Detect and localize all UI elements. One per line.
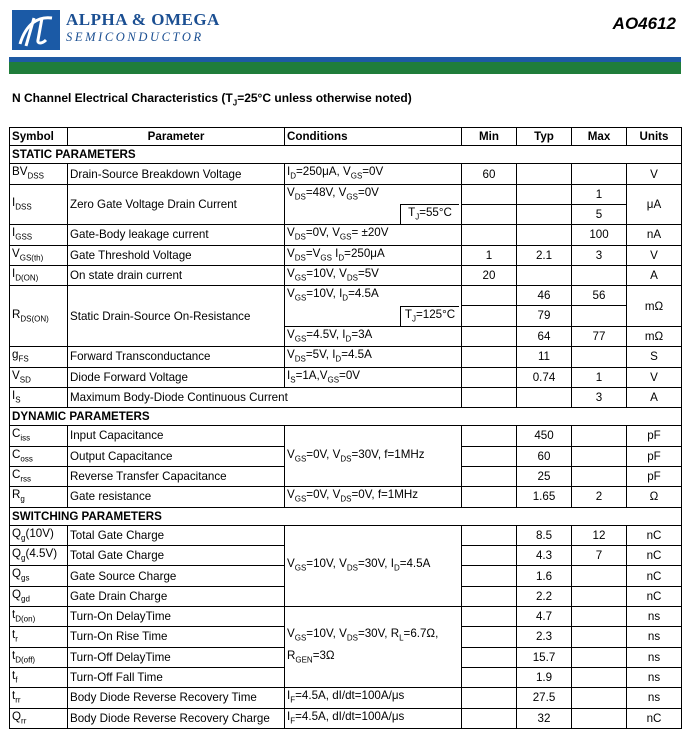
max-cell: 12 xyxy=(572,525,627,545)
parameter-cell: Turn-Off Fall Time xyxy=(68,667,285,687)
typ-cell: 1.9 xyxy=(517,667,572,687)
parameter-cell: Body Diode Reverse Recovery Time xyxy=(68,688,285,708)
max-cell xyxy=(572,708,627,728)
max-cell xyxy=(572,466,627,486)
symbol-cell: $Q_{rr}$ xyxy=(10,708,68,728)
col-header-units: Units xyxy=(627,128,682,146)
units-cell: V xyxy=(627,367,682,387)
section-title: SWITCHING PARAMETERS xyxy=(10,507,682,525)
brand-name: ALPHA & OMEGA xyxy=(66,10,220,29)
table-row xyxy=(10,164,682,184)
conditions-cell: $V_{DS}=0V$, $V_{GS}= \pm 20V$ xyxy=(285,225,462,245)
units-cell: Ω xyxy=(627,487,682,507)
min-cell xyxy=(462,546,517,566)
table-row xyxy=(10,184,682,204)
units-cell: ns xyxy=(627,627,682,647)
table-row xyxy=(10,265,682,285)
typ-cell: 2.3 xyxy=(517,627,572,647)
typ-cell: 8.5 xyxy=(517,525,572,545)
typ-cell: 11 xyxy=(517,347,572,367)
col-header-typ: Typ xyxy=(517,128,572,146)
parameter-cell: Maximum Body-Diode Continuous Current xyxy=(68,387,462,407)
min-cell: 20 xyxy=(462,265,517,285)
min-cell xyxy=(462,225,517,245)
units-cell: ns xyxy=(627,667,682,687)
min-cell xyxy=(462,627,517,647)
symbol-cell: $R_g$ xyxy=(10,487,68,507)
table-row xyxy=(10,607,682,627)
symbol-cell: $V_{GS(th)}$ xyxy=(10,245,68,265)
min-cell xyxy=(462,566,517,586)
min-cell xyxy=(462,586,517,606)
col-header-symbol: Symbol xyxy=(10,128,68,146)
section-title: DYNAMIC PARAMETERS xyxy=(10,408,682,426)
conditions-cell: $T_J=125^\circ C$ xyxy=(285,306,462,327)
parameter-cell: Gate Drain Charge xyxy=(68,586,285,606)
parameter-cell: Drain-Source Breakdown Voltage xyxy=(68,164,285,184)
col-header-parameter: Parameter xyxy=(68,128,285,146)
max-cell: 56 xyxy=(572,286,627,306)
symbol-cell: $V_{SD}$ xyxy=(10,367,68,387)
symbol-cell: $t_r$ xyxy=(10,627,68,647)
max-cell: 3 xyxy=(572,245,627,265)
parameter-cell: Diode Forward Voltage xyxy=(68,367,285,387)
min-cell xyxy=(462,688,517,708)
max-cell: 1 xyxy=(572,184,627,204)
table-header-row xyxy=(10,128,682,146)
typ-cell: 1.65 xyxy=(517,487,572,507)
table-row xyxy=(10,367,682,387)
typ-cell: 60 xyxy=(517,446,572,466)
table-row xyxy=(10,708,682,728)
conditions-cell: $I_D=250\mu A$, $V_{GS}=0V$ xyxy=(285,164,462,184)
table-row xyxy=(10,688,682,708)
symbol-cell: $R_{DS(ON)}$ xyxy=(10,286,68,347)
min-cell: 60 xyxy=(462,164,517,184)
table-row xyxy=(10,286,682,306)
units-cell: V xyxy=(627,245,682,265)
symbol-cell: $I_S$ xyxy=(10,387,68,407)
max-cell xyxy=(572,667,627,687)
typ-cell: 46 xyxy=(517,286,572,306)
conditions-cell: $V_{DS}=5V$, $I_D=4.5A$ xyxy=(285,347,462,367)
units-cell: nC xyxy=(627,708,682,728)
typ-cell xyxy=(517,225,572,245)
max-cell xyxy=(572,164,627,184)
min-cell xyxy=(462,306,517,327)
parameter-cell: Reverse Transfer Capacitance xyxy=(68,466,285,486)
units-cell: S xyxy=(627,347,682,367)
typ-cell: 25 xyxy=(517,466,572,486)
units-cell: V xyxy=(627,164,682,184)
conditions-cell: $V_{GS}=0V$, $V_{DS}=0V$, f=1MHz xyxy=(285,487,462,507)
col-header-conditions: Conditions xyxy=(285,128,462,146)
section-row-switching xyxy=(10,507,682,525)
typ-cell: 450 xyxy=(517,426,572,446)
symbol-cell: $t_f$ xyxy=(10,667,68,687)
min-cell xyxy=(462,367,517,387)
typ-cell: 4.3 xyxy=(517,546,572,566)
symbol-cell: $C_{oss}$ xyxy=(10,446,68,466)
conditions-cell: $V_{DS}=48V$, $V_{GS}=0V$ xyxy=(285,184,462,204)
min-cell xyxy=(462,184,517,204)
conditions-cell: $V_{GS}=10V$, $V_{DS}=5V$ xyxy=(285,265,462,285)
table-row xyxy=(10,245,682,265)
conditions-cell: $V_{GS}=10V$, $V_{DS}=30V$, $R_L=6.7\Omega$, $R_{GEN}=3\Omega$ xyxy=(285,607,462,688)
symbol-cell: $C_{rss}$ xyxy=(10,466,68,486)
col-header-max: Max xyxy=(572,128,627,146)
table-row xyxy=(10,225,682,245)
parameter-cell: Zero Gate Voltage Drain Current xyxy=(68,184,285,225)
typ-cell xyxy=(517,184,572,204)
units-cell: pF xyxy=(627,446,682,466)
min-cell xyxy=(462,286,517,306)
header-green-bar xyxy=(9,62,681,74)
max-cell xyxy=(572,586,627,606)
min-cell xyxy=(462,525,517,545)
max-cell: 1 xyxy=(572,367,627,387)
units-cell: A xyxy=(627,265,682,285)
parameter-cell: Total Gate Charge xyxy=(68,525,285,545)
typ-cell xyxy=(517,387,572,407)
min-cell xyxy=(462,708,517,728)
conditions-cell: $V_{DS}=V_{GS}$ $I_D=250\mu A$ xyxy=(285,245,462,265)
min-cell xyxy=(462,204,517,225)
symbol-cell: $Q_g(10V)$ xyxy=(10,525,68,545)
max-cell xyxy=(572,306,627,327)
min-cell xyxy=(462,387,517,407)
brand-subtitle: SEMICONDUCTOR xyxy=(66,30,204,44)
conditions-cell: $V_{GS}=10V$, $V_{DS}=30V$, $I_D=4.5A$ xyxy=(285,525,462,606)
typ-cell: 2.1 xyxy=(517,245,572,265)
section-title: STATIC PARAMETERS xyxy=(10,146,682,164)
max-cell: 77 xyxy=(572,326,627,346)
typ-cell xyxy=(517,265,572,285)
col-header-min: Min xyxy=(462,128,517,146)
min-cell xyxy=(462,446,517,466)
parameter-cell: Static Drain-Source On-Resistance xyxy=(68,286,285,347)
units-cell: ns xyxy=(627,607,682,627)
units-cell: pF xyxy=(627,426,682,446)
section-row-static xyxy=(10,146,682,164)
max-cell xyxy=(572,446,627,466)
max-cell xyxy=(572,607,627,627)
min-cell xyxy=(462,647,517,667)
table-row xyxy=(10,487,682,507)
conditions-cell: $V_{GS}=0V$, $V_{DS}=30V$, f=1MHz xyxy=(285,426,462,487)
typ-cell: 64 xyxy=(517,326,572,346)
min-cell: 1 xyxy=(462,245,517,265)
section-row-dynamic xyxy=(10,408,682,426)
characteristics-table xyxy=(9,127,682,729)
max-cell xyxy=(572,426,627,446)
parameter-cell: Forward Transconductance xyxy=(68,347,285,367)
units-cell: pF xyxy=(627,466,682,486)
units-cell: A xyxy=(627,387,682,407)
parameter-cell: Gate-Body leakage current xyxy=(68,225,285,245)
symbol-cell: $t_{D(on)}$ xyxy=(10,607,68,627)
max-cell xyxy=(572,647,627,667)
max-cell: 3 xyxy=(572,387,627,407)
units-cell: nC xyxy=(627,586,682,606)
max-cell: 2 xyxy=(572,487,627,507)
parameter-cell: Output Capacitance xyxy=(68,446,285,466)
typ-cell: 27.5 xyxy=(517,688,572,708)
typ-cell: 0.74 xyxy=(517,367,572,387)
part-number: AO4612 xyxy=(612,14,676,33)
typ-cell: 32 xyxy=(517,708,572,728)
company-logo-icon xyxy=(12,10,60,50)
characteristics-table-container xyxy=(9,127,682,729)
conditions-cell: $V_{GS}=4.5V$, $I_D=3A$ xyxy=(285,326,462,346)
conditions-cell: $V_{GS}=10V$, $I_D=4.5A$ xyxy=(285,286,462,306)
typ-cell: 4.7 xyxy=(517,607,572,627)
parameter-cell: Gate Threshold Voltage xyxy=(68,245,285,265)
max-cell xyxy=(572,265,627,285)
units-cell: mΩ xyxy=(627,286,682,327)
min-cell xyxy=(462,326,517,346)
min-cell xyxy=(462,667,517,687)
max-cell: 7 xyxy=(572,546,627,566)
max-cell: 5 xyxy=(572,204,627,225)
table-row xyxy=(10,347,682,367)
symbol-cell: $C_{iss}$ xyxy=(10,426,68,446)
parameter-cell: Body Diode Reverse Recovery Charge xyxy=(68,708,285,728)
conditions-cell: $I_S=1A,V_{GS}=0V$ xyxy=(285,367,462,387)
symbol-cell: $I_{GSS}$ xyxy=(10,225,68,245)
symbol-cell: $Q_{gd}$ xyxy=(10,586,68,606)
min-cell xyxy=(462,487,517,507)
max-cell xyxy=(572,627,627,647)
symbol-cell: $g_{FS}$ xyxy=(10,347,68,367)
typ-cell xyxy=(517,164,572,184)
symbol-cell: $I_{D(ON)}$ xyxy=(10,265,68,285)
units-cell: ns xyxy=(627,688,682,708)
symbol-cell: $t_{rr}$ xyxy=(10,688,68,708)
table-row xyxy=(10,525,682,545)
units-cell: nA xyxy=(627,225,682,245)
parameter-cell: Gate Source Charge xyxy=(68,566,285,586)
typ-cell: 79 xyxy=(517,306,572,327)
parameter-cell: Turn-On DelayTime xyxy=(68,607,285,627)
symbol-cell: $t_{D(off)}$ xyxy=(10,647,68,667)
parameter-cell: Total Gate Charge xyxy=(68,546,285,566)
units-cell: μA xyxy=(627,184,682,225)
symbol-cell: $Q_g(4.5V)$ xyxy=(10,546,68,566)
parameter-cell: Turn-Off DelayTime xyxy=(68,647,285,667)
min-cell xyxy=(462,426,517,446)
units-cell: nC xyxy=(627,566,682,586)
datasheet-header xyxy=(0,0,688,80)
typ-cell: 1.6 xyxy=(517,566,572,586)
min-cell xyxy=(462,347,517,367)
units-cell: ns xyxy=(627,647,682,667)
typ-cell: 2.2 xyxy=(517,586,572,606)
units-cell: nC xyxy=(627,546,682,566)
units-cell: nC xyxy=(627,525,682,545)
conditions-cell: $I_F=4.5A$, dI/dt=100A/μs xyxy=(285,708,462,728)
table-row xyxy=(10,387,682,407)
parameter-cell: Turn-On Rise Time xyxy=(68,627,285,647)
units-cell: mΩ xyxy=(627,326,682,346)
max-cell xyxy=(572,347,627,367)
parameter-cell: Input Capacitance xyxy=(68,426,285,446)
table-row xyxy=(10,426,682,446)
typ-cell xyxy=(517,204,572,225)
min-cell xyxy=(462,466,517,486)
typ-cell: 15.7 xyxy=(517,647,572,667)
max-cell xyxy=(572,566,627,586)
conditions-cell: $T_J=55^\circ C$ xyxy=(285,204,462,225)
max-cell: 100 xyxy=(572,225,627,245)
max-cell xyxy=(572,688,627,708)
symbol-cell: $Q_{gs}$ xyxy=(10,566,68,586)
symbol-cell: $I_{DSS}$ xyxy=(10,184,68,225)
parameter-cell: Gate resistance xyxy=(68,487,285,507)
min-cell xyxy=(462,607,517,627)
parameter-cell: On state drain current xyxy=(68,265,285,285)
symbol-cell: $BV_{DSS}$ xyxy=(10,164,68,184)
page-title: N Channel Electrical Characteristics ($T_J=25^\circ C$ unless otherwise noted) xyxy=(12,91,412,108)
conditions-cell: $I_F=4.5A$, dI/dt=100A/μs xyxy=(285,688,462,708)
